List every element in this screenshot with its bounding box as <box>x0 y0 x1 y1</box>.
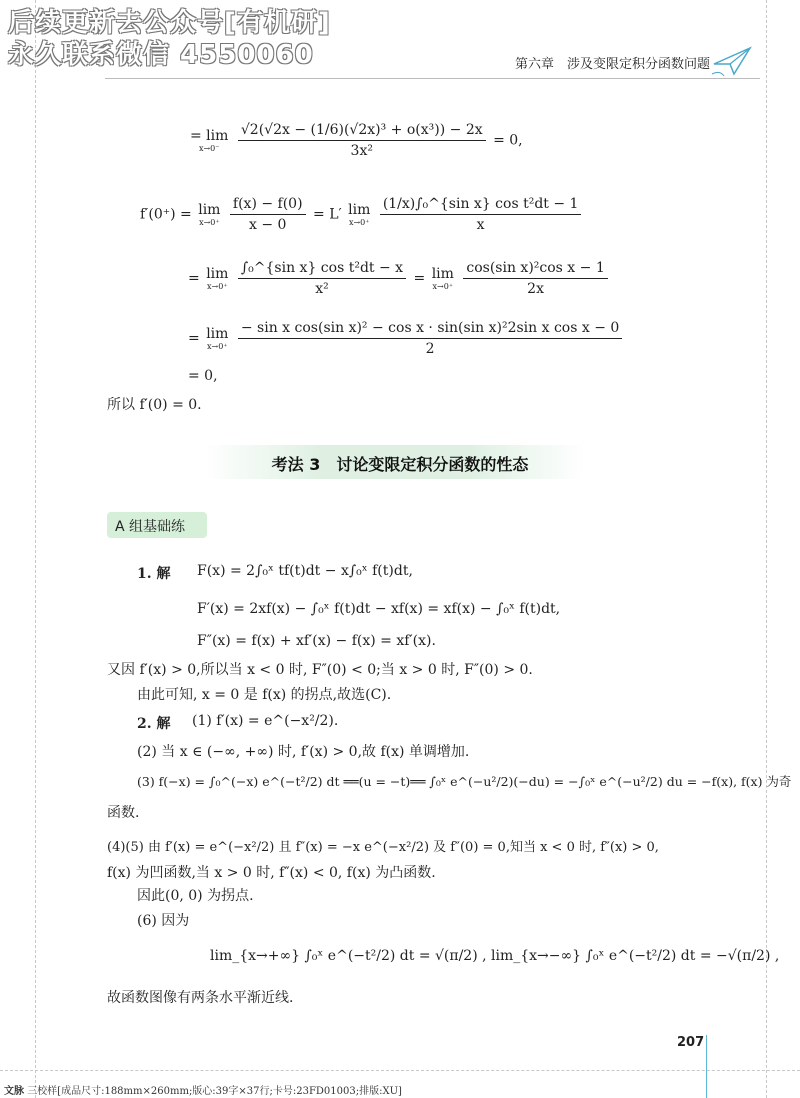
problem-2-part-3b: 函数. <box>107 805 140 821</box>
problem-2-part-4b: f(x) 为凹函数,当 x > 0 时, f″(x) < 0, f(x) 为凸函数. <box>107 865 436 881</box>
chapter-title: 第六章 涉及变限定积分函数问题 <box>515 57 711 72</box>
problem-2-part-6: (6) 因为 <box>137 913 190 929</box>
problem-2-label: 2. 解 <box>137 716 171 732</box>
problem-1-label: 1. 解 <box>137 566 171 582</box>
paper-plane-icon <box>710 44 754 80</box>
page-frame-bottom <box>0 1070 800 1071</box>
problem-2-part-3: (3) f(−x) = ∫₀^(−x) e^(−t²/2) dt ══(u = −t)══ ∫₀ˣ e^(−u²/2)(−du) = −∫₀ˣ e^(−u²/2) du = −f(x), f(x) 为奇 <box>137 774 792 789</box>
problem-1-eq-1: F(x) = 2∫₀ˣ tf(t)dt − x∫₀ˣ f(t)dt, <box>197 563 413 579</box>
derivation-line-5: = 0, <box>188 368 218 384</box>
page-frame-left <box>35 0 36 1098</box>
problem-2-part-7: 故函数图像有两条水平渐近线. <box>107 990 294 1006</box>
problem-1-eq-2: F′(x) = 2xf(x) − ∫₀ˣ f(t)dt − xf(x) = xf(x) − ∫₀ˣ f(t)dt, <box>197 601 561 617</box>
derivation-conclusion: 所以 f′(0) = 0. <box>107 397 202 413</box>
problem-2-part-1: (1) f′(x) = e^(−x²/2). <box>192 713 339 729</box>
footer-text: 三校样[成品尺寸:188mm×260mm;版心:39字×37行;卡号:23FD01003;排版:XU] <box>27 1086 402 1097</box>
problem-2-part-4: (4)(5) 由 f′(x) = e^(−x²/2) 且 f″(x) = −x e^(−x²/2) 及 f″(0) = 0,知当 x < 0 时, f″(x) > 0, <box>107 840 659 855</box>
group-label: A 组基础练 <box>115 519 186 535</box>
footer-brand: 文脉 <box>4 1086 24 1097</box>
problem-1-eq-3: F″(x) = f(x) + xf′(x) − f(x) = xf′(x). <box>197 633 436 649</box>
header-rule <box>105 78 760 79</box>
page-number-rule <box>706 1035 707 1098</box>
derivation-line-3: = lim x→0⁺ $\frac{\text{∫₀\textasciicircum{}\{sin x\} cos t²dt − x}}{\text{x²}}$ = lim x→0⁺ $\frac{\text{cos(sin x)²cos x − 1}}{2x}$ <box>188 260 611 297</box>
footer <box>4 1082 402 1097</box>
problem-2-part-2: (2) 当 x ∈ (−∞, +∞) 时, f′(x) > 0,故 f(x) 单调增加. <box>137 744 470 760</box>
problem-2-part-5: 因此(0, 0) 为拐点. <box>137 888 254 904</box>
problem-1-line-4: 又因 f′(x) > 0,所以当 x < 0 时, F″(0) < 0;当 x > 0 时, F″(0) > 0. <box>107 662 533 678</box>
derivation-line-1: = lim x→0⁻ $\frac{\text{√2(√2x − (1/6)(√2x)³ + o(x³)) − 2x}}{\text{3x²}}$ = 0, <box>190 122 523 159</box>
section-title: 考法 3 讨论变限定积分函数的性态 <box>271 455 529 474</box>
problem-1-line-5: 由此可知, x = 0 是 f(x) 的拐点,故选(C). <box>137 687 392 703</box>
derivation-line-4: = lim x→0⁺ $\frac{\text{− sin x cos(sin x)² − cos x · sin(sin x)²2sin x cos x − 0}}{2}$ <box>188 320 625 357</box>
derivation-line-2: f′(0⁺) = lim x→0⁺ $\frac{f(x) - f(0)}{x - 0}$ = L′ lim x→0⁺ $\frac{\text{(1/x)∫₀\textasciicircum{}\{sin x\} cos t²dt − 1}}{x}$ <box>140 196 584 233</box>
page-number: 207 <box>677 1035 705 1050</box>
watermark-line-2: 永久联系微信 4550060 <box>8 40 314 70</box>
watermark-line-1: 后续更新去公众号[有机研] <box>8 8 331 38</box>
page-frame-right <box>766 0 767 1098</box>
problem-2-limits: lim_{x→+∞} ∫₀ˣ e^(−t²/2) dt = √(π/2) , lim_{x→−∞} ∫₀ˣ e^(−t²/2) dt = −√(π/2) , <box>210 948 780 964</box>
